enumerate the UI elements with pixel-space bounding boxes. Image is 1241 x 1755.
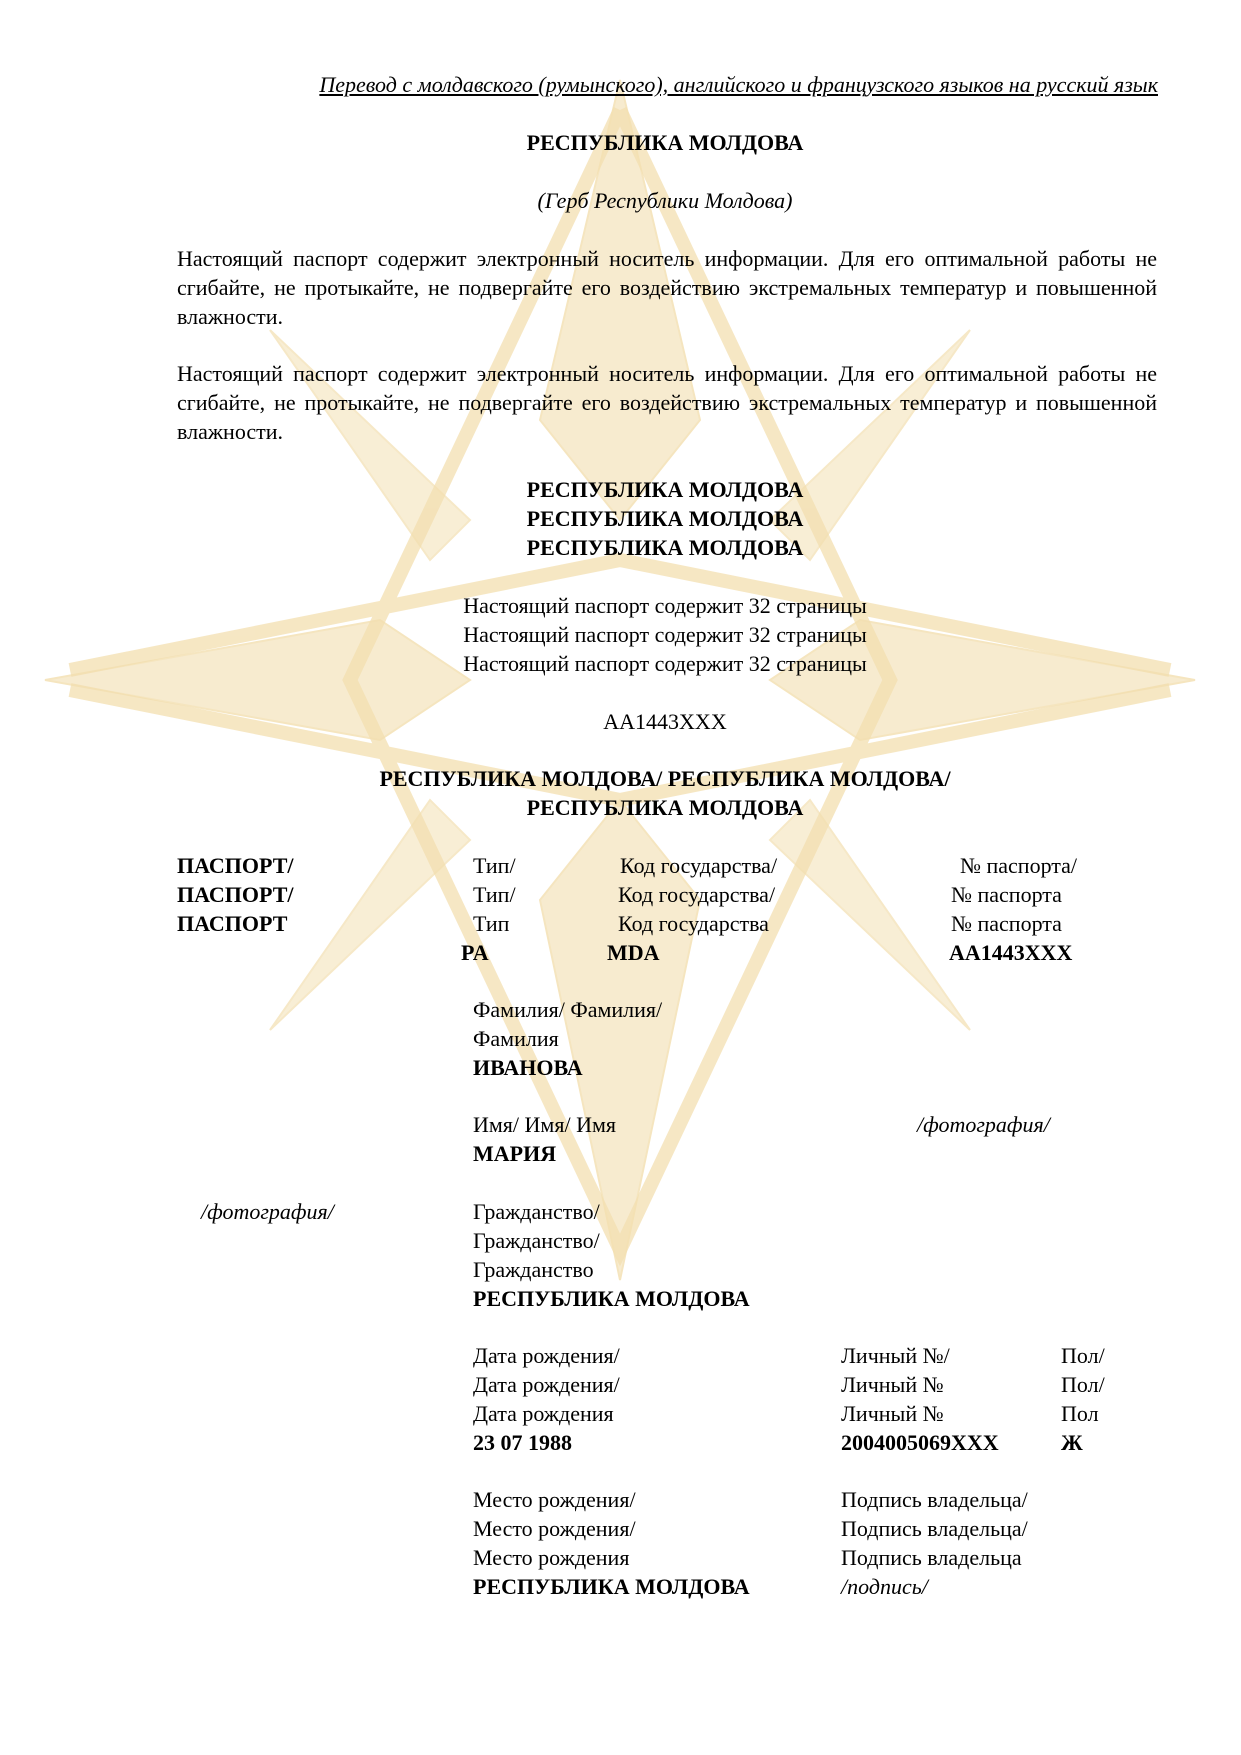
signature-label: Подпись владельца/: [841, 1516, 1028, 1541]
citizenship-label: Гражданство/: [473, 1199, 600, 1224]
state-code-value: MDA: [607, 940, 660, 965]
country-title: РЕСПУБЛИКА МОЛДОВА: [526, 130, 804, 155]
coat-of-arms-note: (Герб Республики Молдова): [537, 188, 793, 213]
personal-no-label: Личный №: [841, 1401, 944, 1426]
pob-value: РЕСПУБЛИКА МОЛДОВА: [473, 1574, 750, 1599]
passport-label: ПАСПОРТ: [177, 911, 288, 936]
chip-notice-2: Настоящий паспорт содержит электронный носитель информации. Для его оптимальной работы не сгибайте, не протыкайте, не подвергайте его воздействию экстремальных температур и повышенной влажности.: [177, 361, 1157, 444]
country-repeat-1: РЕСПУБЛИКА МОЛДОВА: [526, 477, 804, 502]
personal-no-label: Личный №: [841, 1372, 944, 1397]
dob-label: Дата рождения/: [473, 1372, 620, 1397]
surname-label: Фамилия: [473, 1026, 559, 1051]
type-label: Тип/: [473, 853, 516, 878]
type-label: Тип: [473, 911, 510, 936]
surname-value: ИВАНОВА: [473, 1055, 583, 1080]
citizenship-label: Гражданство/: [473, 1228, 600, 1253]
dob-label: Дата рождения/: [473, 1343, 620, 1368]
sex-label: Пол: [1061, 1401, 1099, 1426]
pob-label: Место рождения/: [473, 1487, 636, 1512]
pob-label: Место рождения: [473, 1545, 630, 1570]
pages-note-2: Настоящий паспорт содержит 32 страницы: [463, 622, 867, 647]
sex-label: Пол/: [1061, 1343, 1105, 1368]
state-code-label: Код государства: [618, 911, 769, 936]
photo-note-left: /фотография/: [201, 1199, 334, 1224]
passport-no-label: № паспорта/: [960, 853, 1078, 878]
passport-no-value: AA1443XXX: [949, 940, 1073, 965]
citizenship-label: Гражданство: [473, 1257, 594, 1282]
given-name-value: МАРИЯ: [473, 1141, 557, 1166]
photo-note-right: /фотография/: [917, 1112, 1050, 1137]
pages-note-1: Настоящий паспорт содержит 32 страницы: [463, 593, 867, 618]
passport-label: ПАСПОРТ/: [177, 882, 294, 907]
pob-label: Место рождения/: [473, 1516, 636, 1541]
surname-label: Фамилия/ Фамилия/: [473, 997, 663, 1022]
personal-no-value: 2004005069XXX: [841, 1430, 999, 1455]
translation-note: Перевод с молдавского (румынского), английского и французского языков на русский язык: [319, 72, 1158, 97]
chip-notice-1: Настоящий паспорт содержит электронный носитель информации. Для его оптимальной работы не сгибайте, не протыкайте, не подвергайте его воздействию экстремальных температур и повышенной влажности.: [177, 246, 1157, 329]
signature-label: Подпись владельца: [841, 1545, 1022, 1570]
pages-note-3: Настоящий паспорт содержит 32 страницы: [463, 651, 867, 676]
passport-no-label: № паспорта: [951, 882, 1062, 907]
given-name-label: Имя/ Имя/ Имя: [473, 1112, 617, 1137]
data-page-country-1: РЕСПУБЛИКА МОЛДОВА/ РЕСПУБЛИКА МОЛДОВА/: [379, 766, 951, 791]
citizenship-value: РЕСПУБЛИКА МОЛДОВА: [473, 1286, 750, 1311]
signature-label: Подпись владельца/: [841, 1487, 1028, 1512]
signature-value: /подпись/: [841, 1574, 928, 1599]
data-page-country-2: РЕСПУБЛИКА МОЛДОВА: [526, 795, 804, 820]
dob-value: 23 07 1988: [473, 1430, 572, 1455]
dob-label: Дата рождения: [473, 1401, 614, 1426]
country-repeat-3: РЕСПУБЛИКА МОЛДОВА: [526, 535, 804, 560]
passport-no-label: № паспорта: [951, 911, 1062, 936]
serial-number: AA1443XXX: [603, 709, 727, 734]
sex-value: Ж: [1061, 1430, 1083, 1455]
sex-label: Пол/: [1061, 1372, 1105, 1397]
type-value: PA: [461, 940, 489, 965]
country-repeat-2: РЕСПУБЛИКА МОЛДОВА: [526, 506, 804, 531]
state-code-label: Код государства/: [620, 853, 778, 878]
state-code-label: Код государства/: [618, 882, 776, 907]
personal-no-label: Личный №/: [841, 1343, 950, 1368]
type-label: Тип/: [473, 882, 516, 907]
passport-label: ПАСПОРТ/: [177, 853, 294, 878]
